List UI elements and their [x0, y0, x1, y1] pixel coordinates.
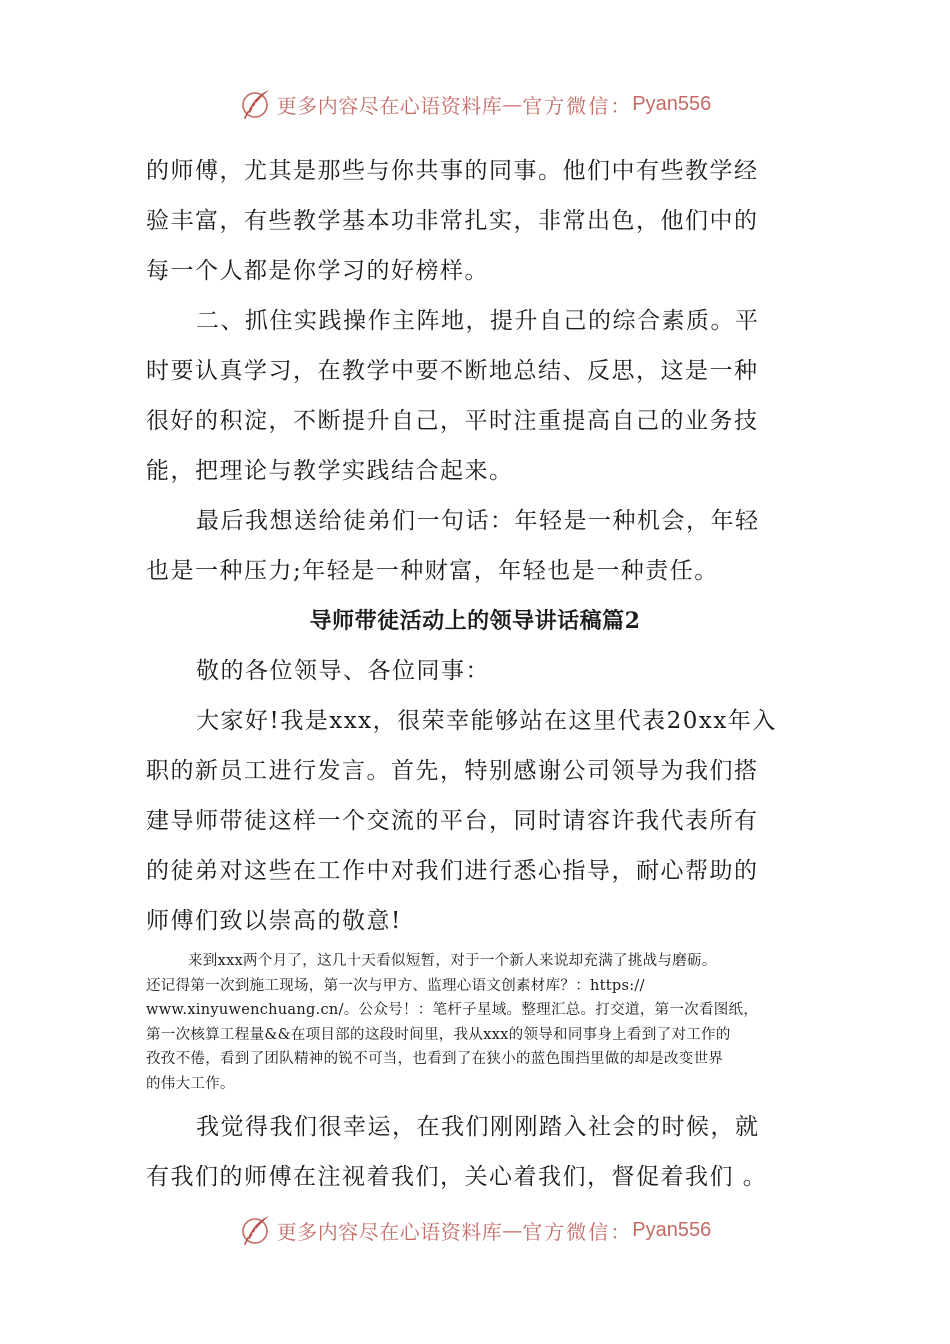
- header-banner: [0, 84, 950, 124]
- banner-brand-text: 更多内容尽在心语资料库: [276, 93, 503, 118]
- banner-wechat-label: 官方微信：: [522, 1219, 633, 1244]
- document-body: [146, 146, 804, 1202]
- paragraph-5: 大家好!我是xxx，很荣幸能够站在这里代表20xx年入 职的新员工进行发言。首先，特别感谢公司领导为我们搭 建导师带徒这样一个交流的平台，同时请容许我代表所有 的徒弟对这些在工作中对我们进行悉心指导，耐心帮助的 师傅们致以崇高的敬意!: [146, 708, 777, 934]
- section-title: 导师带徒活动上的领导讲话稿篇2: [309, 608, 641, 634]
- paragraph-4: 敬的各位领导、各位同事：: [196, 658, 490, 684]
- footer-banner: [0, 1210, 950, 1250]
- feather-pen-logo-icon: [239, 87, 273, 121]
- banner-wechat-id: Pyan556: [632, 92, 712, 115]
- banner-separator: —: [502, 92, 523, 116]
- banner-separator: —: [502, 1218, 523, 1242]
- paragraph-7: 我觉得我们很幸运，在我们刚刚踏入社会的时候，就 有我们的师傅在注视着我们，关心着我们，督促着我们 。: [146, 1114, 768, 1190]
- paragraph-1: 的师傅，尤其是那些与你共事的同事。他们中有些教学经 验丰富，有些教学基本功非常扎实，非常出色，他们中的 每一个人都是你学习的好榜样。: [146, 158, 759, 284]
- paragraph-3: 最后我想送给徒弟们一句话：年轻是一种机会，年轻 也是一种压力;年轻是一种财富，年轻也是一种责任。: [146, 508, 760, 584]
- paragraph-6-small: 来到xxx两个月了，这几十天看似短暂，对于一个新人来说却充满了挑战与磨砺。 还记得第一次到施工现场，第一次与甲方、监理心语文创素材库？：https:// www.xinyuwenchuang.cn/。公众号！：笔杆子星域。整理汇总。打交道，第一次看图纸， 第一次核算工程量&&在项目部的这段时间里，我从xxx的领导和同事身上看到了对工作的 孜孜不倦，看到了团队精神的锐不可当，也看到了在狭小的蓝色围挡里做的却是改变世界 的伟大工作。: [146, 953, 759, 1092]
- banner-wechat-id: Pyan556: [632, 1218, 712, 1241]
- feather-pen-logo-icon: [239, 1213, 273, 1247]
- banner-brand-text: 更多内容尽在心语资料库: [276, 1219, 503, 1244]
- banner-wechat-label: 官方微信：: [522, 93, 633, 118]
- paragraph-2: 二、抓住实践操作主阵地，提升自己的综合素质。平 时要认真学习，在教学中要不断地总结、反思，这是一种 很好的积淀，不断提升自己，平时注重提高自己的业务技 能，把理论与教学实践结合起来。: [146, 308, 760, 484]
